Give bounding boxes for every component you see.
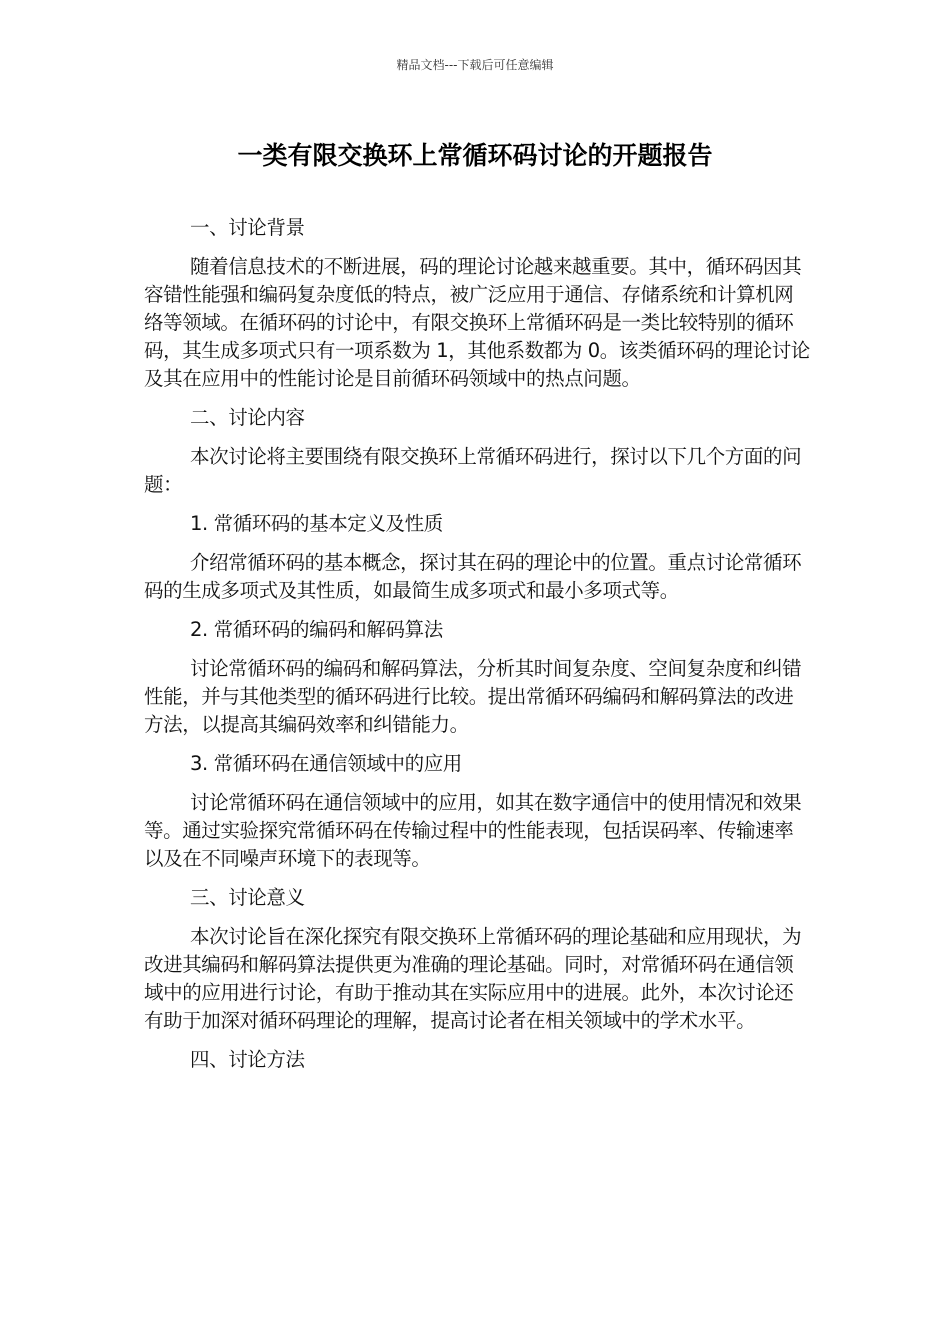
document-body	[144, 208, 810, 1085]
section-heading: 三、讨论意义	[190, 886, 305, 909]
subsection-heading: 2. 常循环码的编码和解码算法	[190, 618, 443, 641]
section-heading: 四、讨论方法	[190, 1048, 305, 1071]
document-title: 一类有限交换环上常循环码讨论的开题报告	[237, 141, 713, 170]
page-header: 精品文档---下载后可任意编辑	[396, 58, 554, 72]
subsection-heading: 3. 常循环码在通信领域中的应用	[190, 752, 462, 775]
paragraph: 讨论常循环码在通信领域中的应用，如其在数字通信中的使用情况和效果等。通过实验探究常循环码在传输过程中的性能表现，包括误码率、传输速率以及在不同噪声环境下的表现等。	[144, 791, 802, 870]
subsection-heading: 1. 常循环码的基本定义及性质	[190, 512, 443, 535]
paragraph: 介绍常循环码的基本概念，探讨其在码的理论中的位置。重点讨论常循环码的生成多项式及其性质，如最简生成多项式和最小多项式等。	[144, 551, 802, 602]
paragraph: 本次讨论旨在深化探究有限交换环上常循环码的理论基础和应用现状，为改进其编码和解码算法提供更为准确的理论基础。同时，对常循环码在通信领域中的应用进行讨论，有助于推动其在实际应用中的进展。此外，本次讨论还有助于加深对循环码理论的理解，提高讨论者在相关领域中的学术水平。	[144, 925, 802, 1032]
section-heading: 二、讨论内容	[190, 406, 305, 429]
paragraph: 本次讨论将主要围绕有限交换环上常循环码进行，探讨以下几个方面的问题：	[144, 445, 802, 496]
paragraph: 讨论常循环码的编码和解码算法，分析其时间复杂度、空间复杂度和纠错性能，并与其他类型的循环码进行比较。提出常循环码编码和解码算法的改进方法，以提高其编码效率和纠错能力。	[144, 657, 802, 736]
paragraph: 随着信息技术的不断进展，码的理论讨论越来越重要。其中，循环码因其容错性能强和编码复杂度低的特点，被广泛应用于通信、存储系统和计算机网络等领域。在循环码的讨论中，有限交换环上常循环码是一类比较特别的循环码，其生成多项式只有一项系数为 1，其他系数都为 0。该类循环码的理论讨论及其在应用中的性能讨论是目前循环码领域中的热点问题。	[144, 255, 810, 390]
section-heading: 一、讨论背景	[190, 216, 305, 239]
